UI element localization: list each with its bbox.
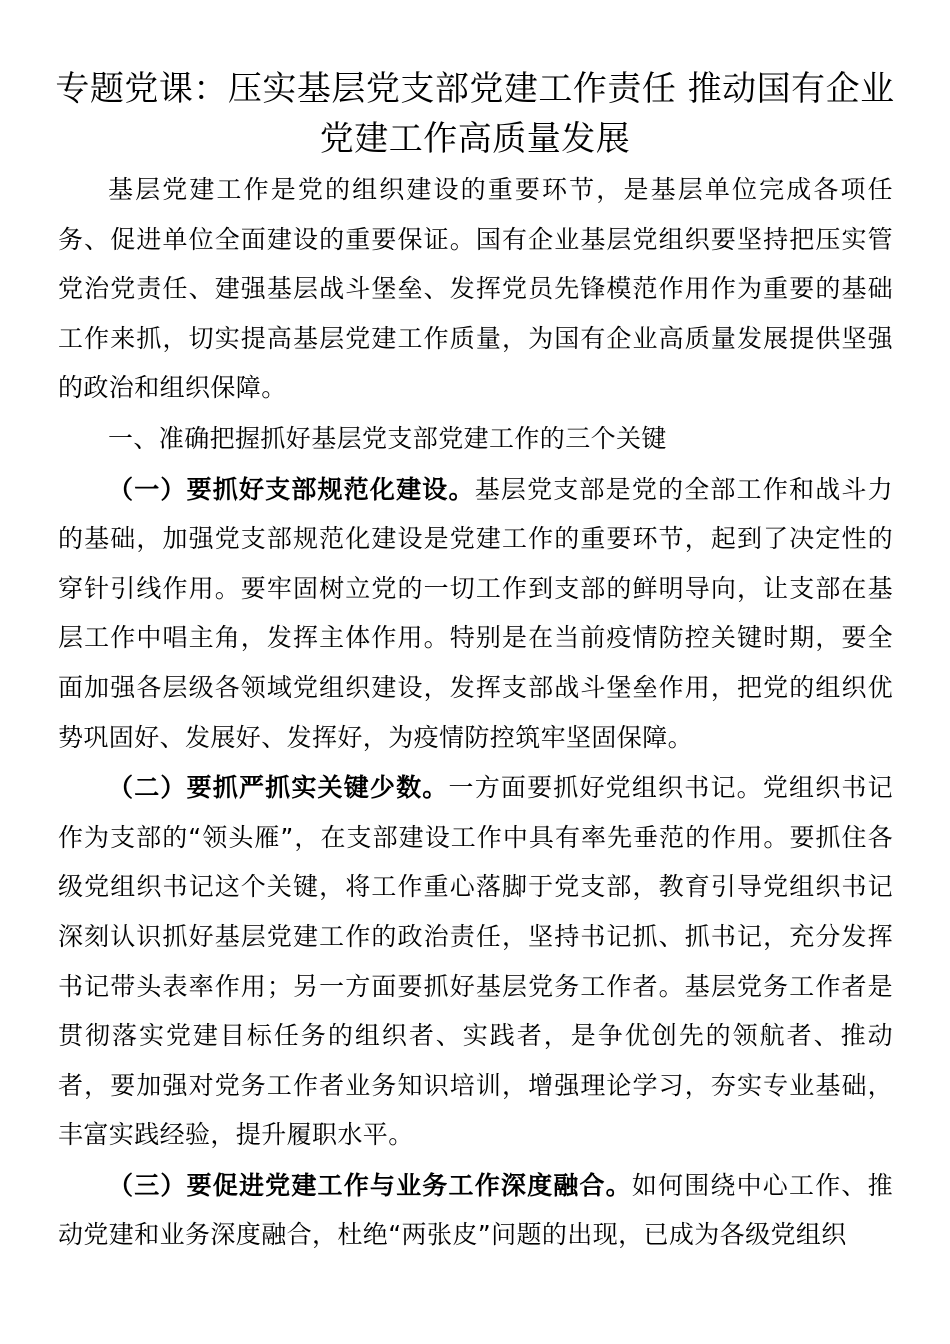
item-2-lead: （二）要抓严抓实关键少数。: [108, 773, 449, 803]
item-paragraph-2: [58, 763, 893, 1160]
item-paragraph-3: [58, 1161, 893, 1260]
item-3-lead: （三）要促进党建工作与业务工作深度融合。: [108, 1170, 632, 1200]
item-2-text: 一方面要抓好党组织书记。党组织书记作为支部的“领头雁”，在支部建设工作中具有率先垂范的作用。要抓住各级党组织书记这个关键，将工作重心落脚于党支部，教育引导党组织书记深刻认识抓好基层党建工作的政治责任，坚持书记抓、抓书记，充分发挥书记带头表率作用；另一方面要抓好基层党务工作者。基层党务工作者是贯彻落实党建目标任务的组织者、实践者，是争优创先的领航者、推动者，要加强对党务工作者业务知识培训，增强理论学习，夯实专业基础，丰富实践经验，提升履职水平。: [58, 773, 893, 1150]
item-3-text: 如何围绕中心工作、推动党建和业务深度融合，杜绝“两张皮”问题的出现，已成为各级党组织: [58, 1170, 893, 1250]
intro-paragraph: 基层党建工作是党的组织建设的重要环节，是基层单位完成各项任务、促进单位全面建设的重要保证。国有企业基层党组织要坚持把压实管党治党责任、建强基层战斗堡垒、发挥党员先锋模范作用作为重要的基础工作来抓，切实提高基层党建工作质量，为国有企业高质量发展提供坚强的政治和组织保障。: [58, 175, 893, 403]
document-title: 专题党课：压实基层党支部党建工作责任 推动国有企业党建工作高质量发展: [55, 69, 895, 159]
item-1-lead: （一）要抓好支部规范化建设。: [108, 474, 475, 504]
item-paragraph-1: [58, 465, 893, 763]
document-body: [58, 165, 893, 1260]
item-1-text: 基层党支部是党的全部工作和战斗力的基础，加强党支部规范化建设是党建工作的重要环节，起到了决定性的穿针引线作用。要牢固树立党的一切工作到支部的鲜明导向，让支部在基层工作中唱主角，发挥主体作用。特别是在当前疫情防控关键时期，要全面加强各层级各领域党组织建设，发挥支部战斗堡垒作用，把党的组织优势巩固好、发展好、发挥好，为疫情防控筑牢坚固保障。: [58, 474, 893, 752]
section-heading: 一、准确把握抓好基层党支部党建工作的三个关键: [108, 423, 667, 453]
